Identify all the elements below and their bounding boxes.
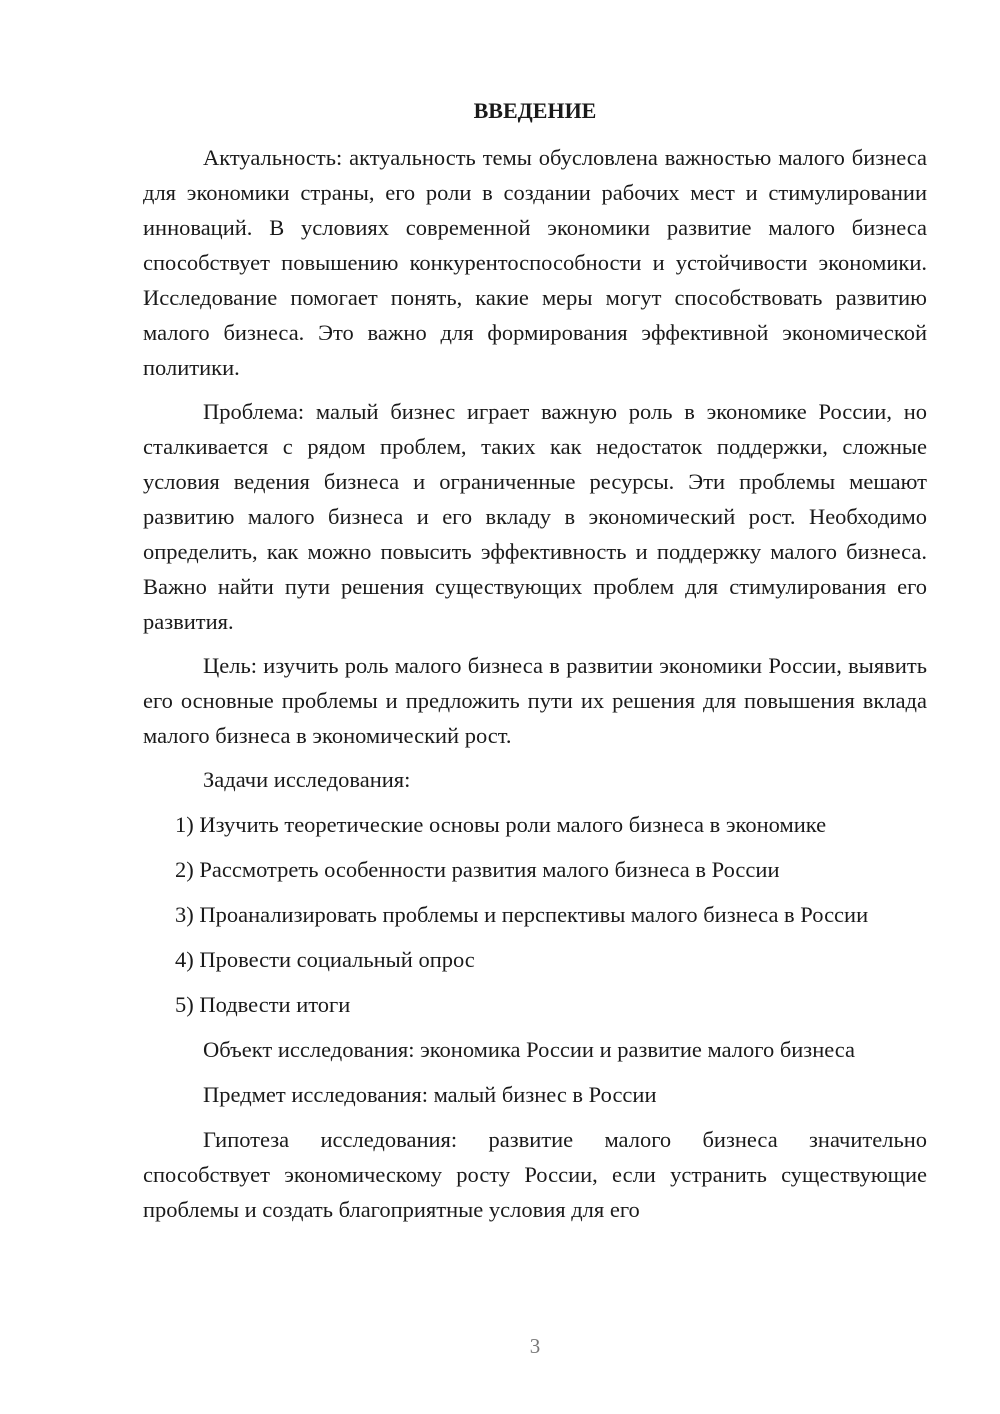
page-title: ВВЕДЕНИЕ <box>473 98 597 123</box>
task-item-2: 2) Рассмотреть особенности развития малого бизнеса в России <box>175 857 780 882</box>
task-item-1: 1) Изучить теоретические основы роли малого бизнеса в экономике <box>175 812 827 837</box>
research-object: Объект исследования: экономика России и развитие малого бизнеса <box>203 1037 856 1062</box>
task-item-4: 4) Провести социальный опрос <box>175 947 475 972</box>
document-page <box>143 96 927 1236</box>
hypothesis-paragraph: Гипотеза исследования: развитие малого бизнеса значительно способствует экономическому росту России, если устранить существующие проблемы и создать благоприятные условия для его <box>143 1127 927 1222</box>
tasks-heading: Задачи исследования: <box>203 767 411 792</box>
task-item-3: 3) Проанализировать проблемы и перспективы малого бизнеса в России <box>175 902 869 927</box>
relevance-paragraph: Актуальность: актуальность темы обусловлена важностью малого бизнеса для экономики страны, его роли в создании рабочих мест и стимулировании инноваций. В условиях современной экономики развитие малого бизнеса способствует повышению конкурентоспособности и устойчивости экономики. Исследование помогает понять, какие меры могут способствовать развитию малого бизнеса. Это важно для формирования эффективной экономической политики. <box>143 145 927 380</box>
goal-paragraph: Цель: изучить роль малого бизнеса в развитии экономики России, выявить его основные проблемы и предложить пути их решения для повышения вклада малого бизнеса в экономический рост. <box>143 653 927 748</box>
problem-paragraph: Проблема: малый бизнес играет важную роль в экономике России, но сталкивается с рядом проблем, таких как недостаток поддержки, сложные условия ведения бизнеса и ограниченные ресурсы. Эти проблемы мешают развитию малого бизнеса и его вкладу в экономический рост. Необходимо определить, как можно повысить эффективность и поддержку малого бизнеса. Важно найти пути решения существующих проблем для стимулирования его развития. <box>143 399 927 634</box>
research-subject: Предмет исследования: малый бизнес в России <box>203 1082 657 1107</box>
task-item-5: 5) Подвести итоги <box>175 992 351 1017</box>
page-number: 3 <box>529 1334 541 1358</box>
